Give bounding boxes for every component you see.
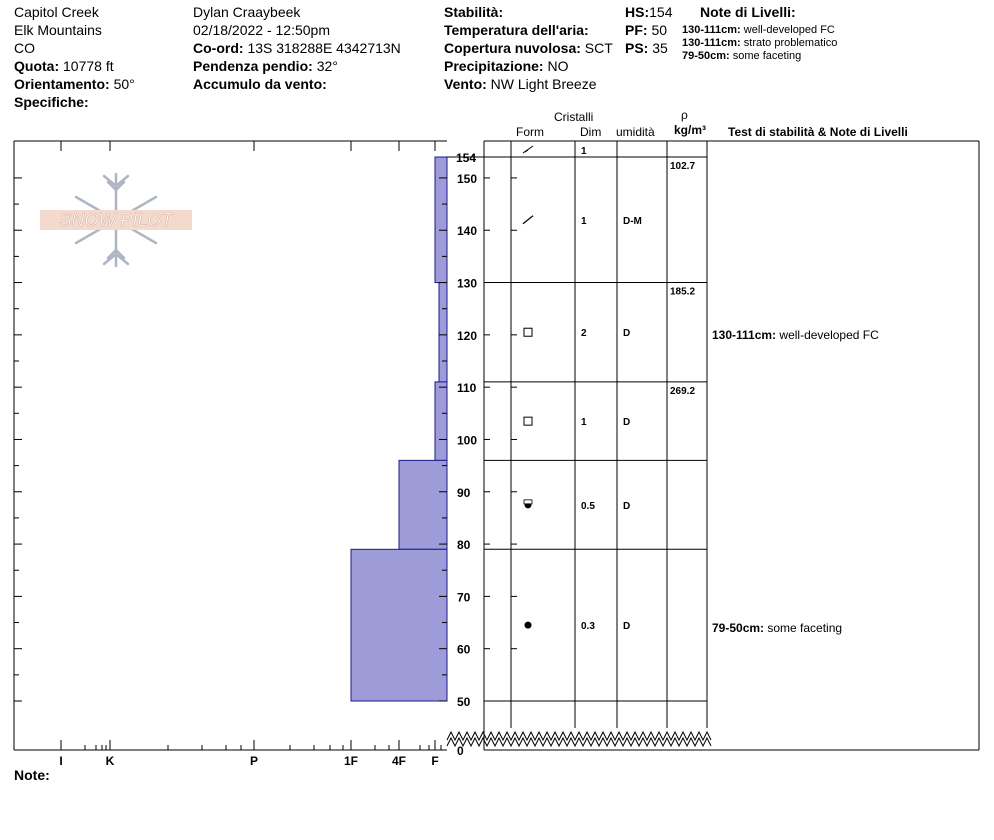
depth-tick-label: 130 <box>457 276 478 291</box>
layer-moisture: D <box>623 417 631 429</box>
precip-label: Precipitazione: <box>444 58 544 74</box>
hardness-bar <box>435 382 447 460</box>
stability-note-range: 130-111cm: <box>712 327 777 342</box>
pf-label: PF: <box>625 22 648 38</box>
location-name: Capitol Creek <box>14 4 99 20</box>
observer: Dylan Craaybeek <box>193 4 301 20</box>
stability-notes-header: Test di stabilità & Note di Livelli <box>728 125 908 139</box>
wind-loading-label: Accumulo da vento: <box>193 76 327 92</box>
layer-size: 2 <box>581 328 587 340</box>
layer-density: 269.2 <box>670 385 696 397</box>
hardness-axis-label: P <box>249 754 259 768</box>
depth-tick-label: 50 <box>457 695 471 709</box>
hardness-axis-label: 1F <box>343 754 359 768</box>
depth-zero-label: 0 <box>457 744 464 758</box>
depth-tick-label: 70 <box>457 590 471 605</box>
hardness-bar <box>439 283 447 382</box>
layer-note-text: well-developed FC <box>743 24 835 36</box>
cloud-value: SCT <box>584 40 613 56</box>
state: CO <box>14 40 35 56</box>
wind-value: NW Light Breeze <box>490 76 597 92</box>
layer-notes-title: Note di Livelli: <box>700 4 796 20</box>
cloud-label: Copertura nuvolosa: <box>444 40 581 56</box>
specifics-label: Specifiche: <box>14 94 89 110</box>
depth-tick-label: 150 <box>457 171 478 186</box>
aspect-value: 50° <box>113 76 135 92</box>
hardness-bar <box>435 157 447 283</box>
layer-moisture: D <box>623 500 631 512</box>
moisture-header: umidità <box>616 125 655 139</box>
layer-size: 1 <box>581 417 587 429</box>
layer-note-text: some faceting <box>732 50 802 62</box>
layer-density: 102.7 <box>670 161 696 172</box>
layer-size: 0.5 <box>581 500 595 512</box>
slope-value: 32° <box>316 58 338 74</box>
note-label: Note: <box>14 767 50 783</box>
form-header: Form <box>516 125 544 139</box>
stability-note <box>712 328 879 342</box>
ps-label: PS: <box>625 40 649 56</box>
surface-size: 1 <box>581 146 587 157</box>
decomposing-fragment-icon <box>523 216 533 224</box>
hs-tick-label: 154 <box>456 151 477 165</box>
hs-value: 154 <box>649 4 673 20</box>
mixed-form-cap <box>524 500 532 504</box>
stability-label: Stabilità: <box>444 4 504 20</box>
layer-note-range: 130-111cm: <box>682 37 741 49</box>
depth-tick-label: 60 <box>457 642 471 657</box>
layer-note-range: 130-111cm: <box>682 24 741 36</box>
density-symbol: ρ <box>681 108 688 122</box>
hardness-axis-label: 4F <box>391 754 407 768</box>
pf-value: 50 <box>651 22 668 38</box>
precip-value: NO <box>547 58 569 74</box>
faceted-crystal-icon <box>524 417 532 425</box>
depth-tick-label: 120 <box>457 328 478 343</box>
depth-tick-label: 100 <box>457 433 478 448</box>
hs-label: HS: <box>625 4 650 20</box>
stability-note-range: 79-50cm: <box>712 620 765 635</box>
coord-value: 13S 318288E 4342713N <box>247 40 401 56</box>
datetime: 02/18/2022 - 12:50pm <box>193 22 330 38</box>
mountain-range: Elk Mountains <box>14 22 102 38</box>
faceted-crystal-icon <box>524 328 532 336</box>
layer-density: 185.2 <box>670 286 696 298</box>
air-temp-label: Temperatura dell'aria: <box>444 22 589 38</box>
precip-fragment-icon <box>523 146 533 153</box>
rounded-grain-icon <box>525 622 532 629</box>
depth-tick-label: 110 <box>457 381 477 396</box>
hardness-axis-label: I <box>59 754 63 768</box>
hardness-bar <box>351 549 447 701</box>
hardness-bar <box>399 460 447 549</box>
logo-text: SNOW PILOT <box>59 210 173 230</box>
stability-note-text: well-developed FC <box>776 327 879 342</box>
crystals-header: Cristalli <box>554 110 594 124</box>
density-unit: kg/m³ <box>674 123 707 137</box>
depth-tick-label: 140 <box>457 224 478 239</box>
stability-note <box>712 621 842 635</box>
depth-tick-label: 90 <box>457 485 471 500</box>
hardness-axis-label: F <box>431 754 439 768</box>
aspect-label: Orientamento: <box>14 76 110 92</box>
wind-label: Vento: <box>444 76 487 92</box>
size-header: Dim <box>580 125 602 139</box>
coord-label: Co-ord: <box>193 40 244 56</box>
depth-tick-label: 80 <box>457 538 471 553</box>
hardness-axis-label: K <box>105 754 115 768</box>
layer-size: 1 <box>581 215 587 227</box>
layer-note-range: 79-50cm: <box>682 50 730 62</box>
layer-moisture: D <box>623 621 631 633</box>
layer-moisture: D-M <box>623 215 642 227</box>
layer-note-text: strato problematico <box>743 37 838 49</box>
ps-value: 35 <box>652 40 668 56</box>
elevation-label: Quota: <box>14 58 60 74</box>
layer-moisture: D <box>623 328 631 340</box>
slope-label: Pendenza pendio: <box>193 58 313 74</box>
elevation-value: 10778 ft <box>63 58 114 74</box>
stability-note-text: some faceting <box>764 620 843 635</box>
layer-size: 0.3 <box>581 621 595 633</box>
